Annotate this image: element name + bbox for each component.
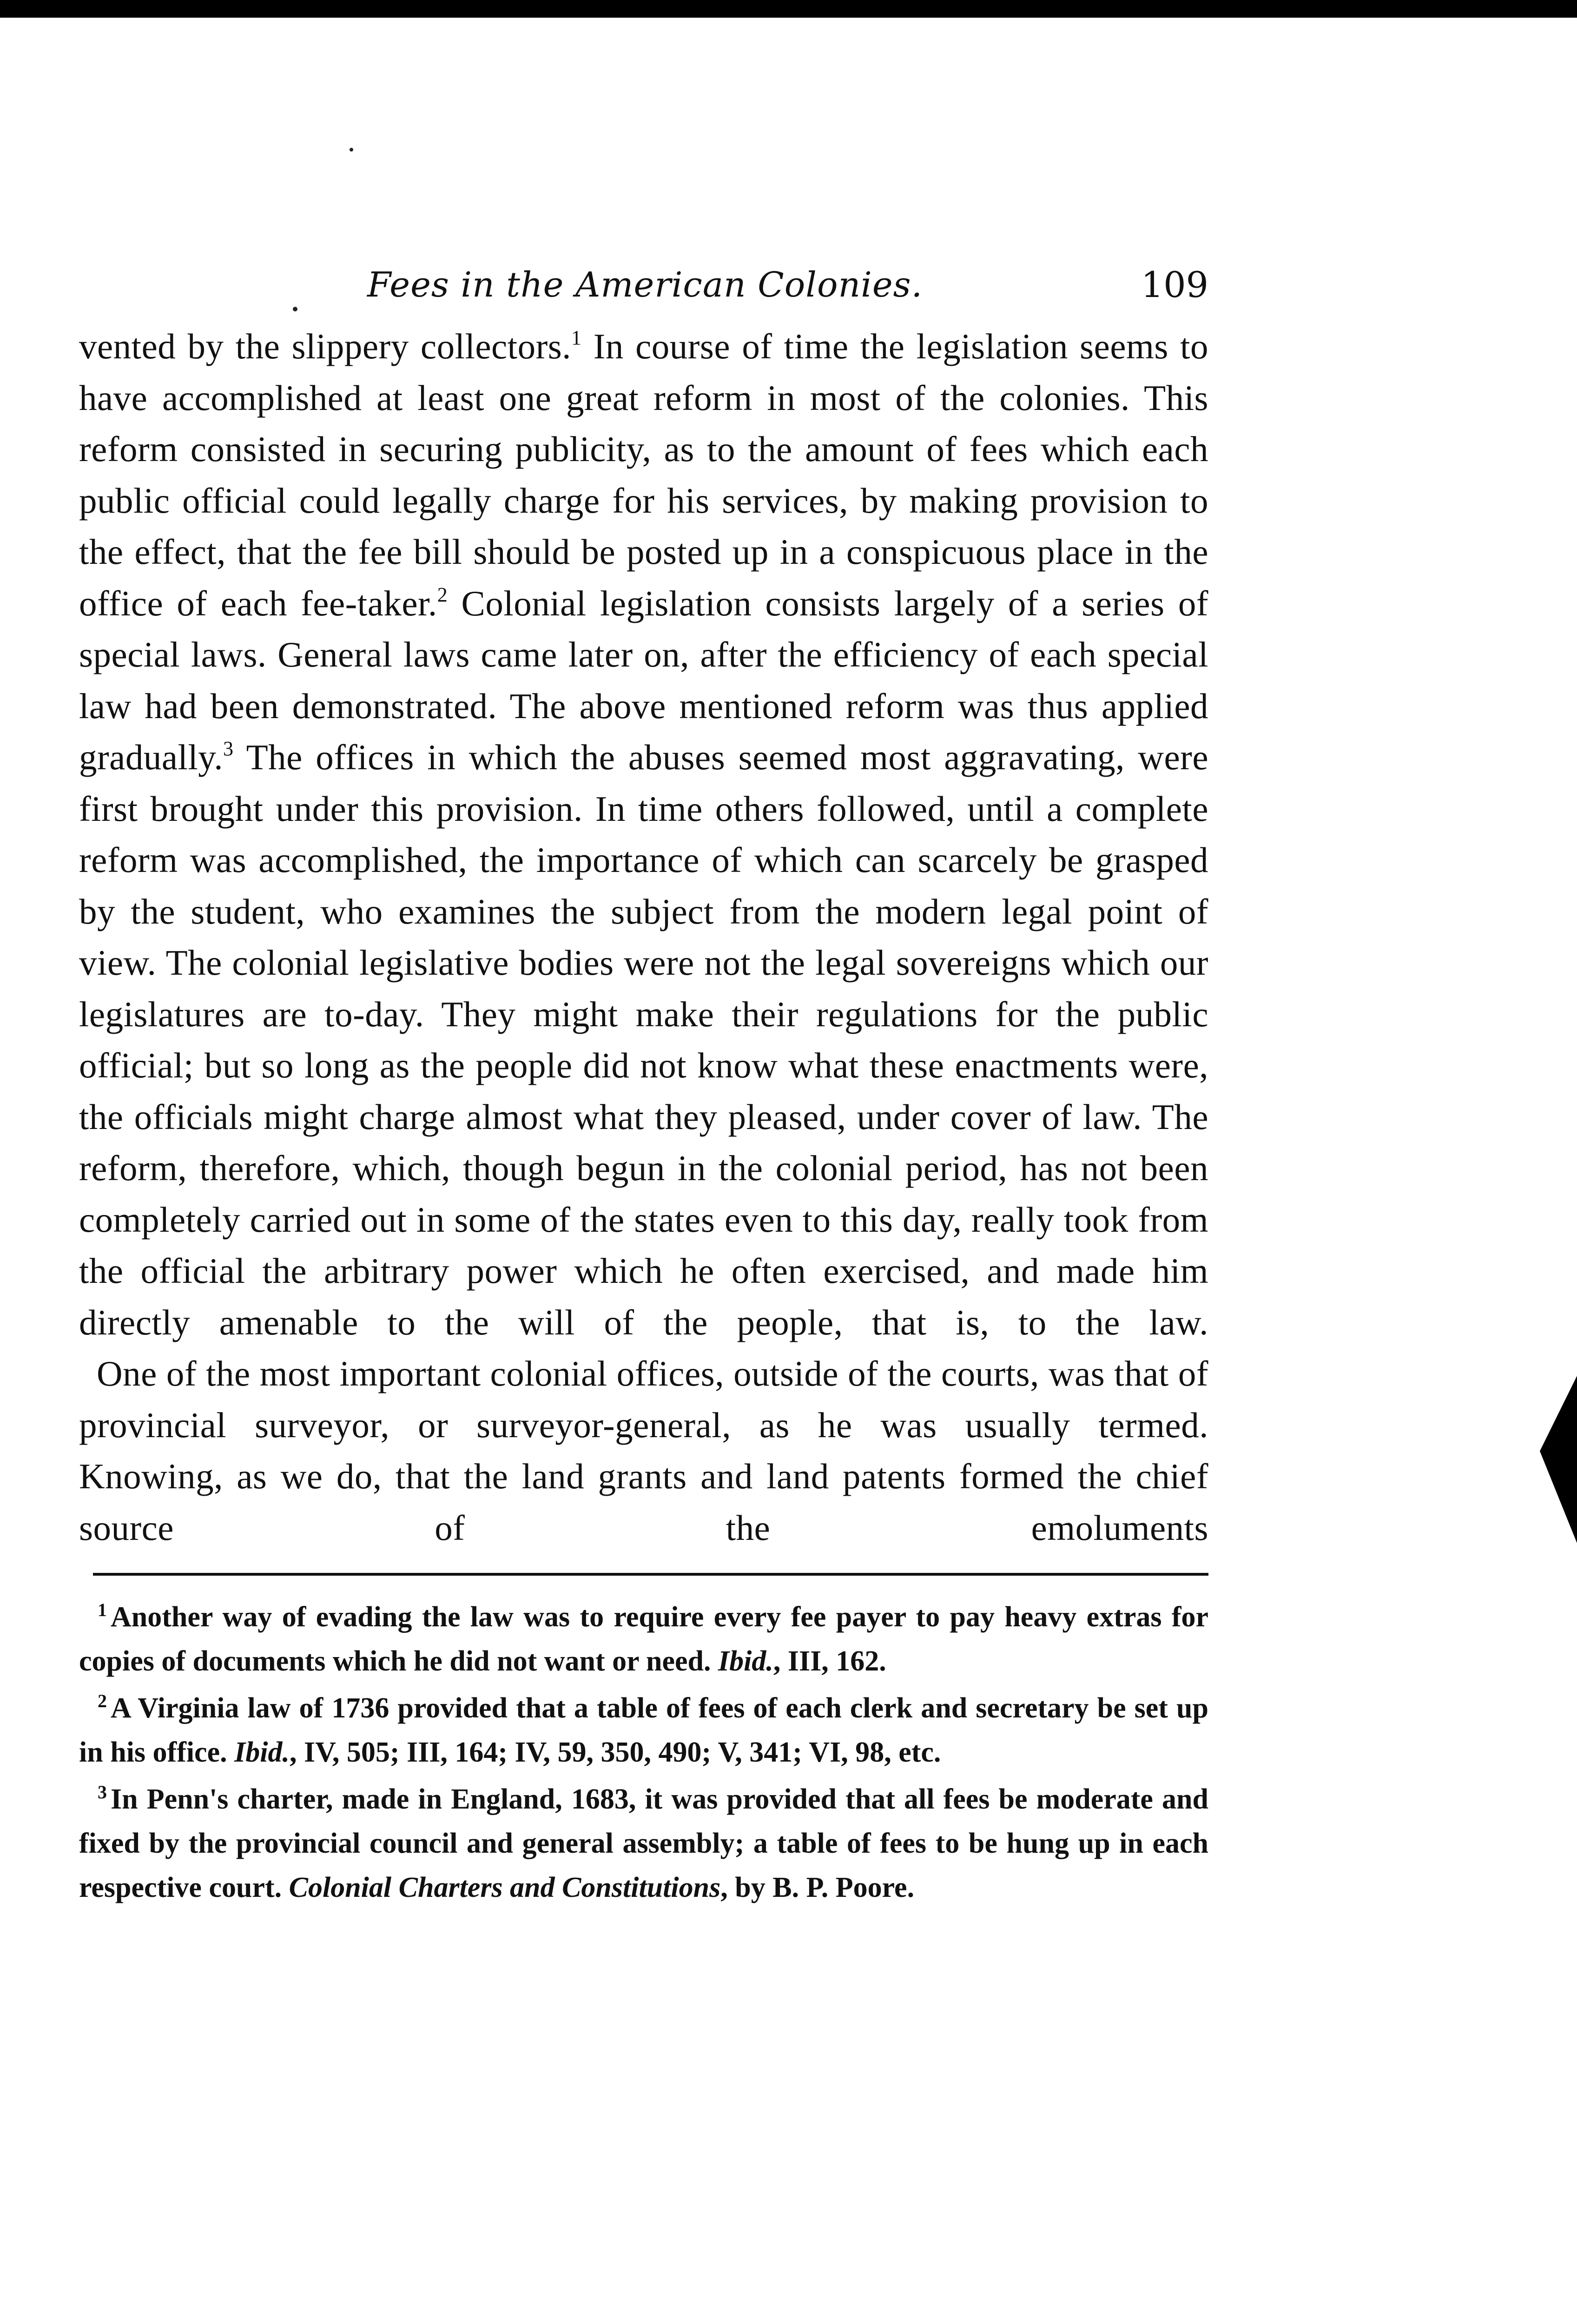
text-run: vented by the slippery collectors. <box>79 326 571 366</box>
footnote-book-title: Colonial Charters and Constitutions <box>289 1872 721 1903</box>
footnote-text: In Penn's charter, made in England, 1683, it was provided that all fees be moderate and fixed by the provincial council and general assembly; a table of fees to be hung up in each respective court. <box>79 1783 1208 1903</box>
footnote-mark: 2 <box>98 1690 107 1711</box>
body-text <box>79 321 1208 1553</box>
footnote-citation: , by B. P. Poore. <box>720 1872 915 1903</box>
text-run: One of the most important colonial offices, outside of the courts, was that of provincial surveyor, or surveyor-general, as he was usually termed. Knowing, as we do, that the land grants and land patents formed the chief source of the emoluments <box>79 1353 1208 1548</box>
page <box>79 251 1208 1913</box>
footnote-1 <box>79 1595 1208 1684</box>
running-title: Fees in the American Colonies. <box>367 265 923 305</box>
page-number: 109 <box>1141 264 1208 305</box>
text-run: Colonial legislation consists largely of a series of special laws. General laws came later on, after the efficiency of each special law had been demonstrated. The above mentioned reform was thus applied gradually. <box>79 583 1208 777</box>
footnote-ref-2: 2 <box>437 583 448 606</box>
footnote-2 <box>79 1686 1208 1775</box>
footnote-mark: 3 <box>98 1782 107 1802</box>
text-run: In course of time the legislation seems to have accomplished at least one great reform in most of the colonies. This reform consisted in securing publicity, as to the amount of fees which each public official could legally charge for his services, by making provision to the effect, that the fee bill should be posted up in a conspicuous place in the office of each fee-taker. <box>79 326 1208 623</box>
footnote-citation: , IV, 505; III, 164; IV, 59, 350, 490; V, 341; VI, 98, etc. <box>289 1736 941 1768</box>
footnote-citation: , III, 162. <box>773 1645 886 1677</box>
paragraph-1 <box>79 321 1208 1348</box>
footnote-text: Another way of evading the law was to require every fee payer to pay heavy extras for copies of documents which he did not want or need. <box>79 1601 1208 1677</box>
footnote-text: A Virginia law of 1736 provided that a table of fees of each clerk and secretary be set up in his office. <box>79 1692 1208 1768</box>
footnote-ref-1: 1 <box>571 326 582 349</box>
text-run: The offices in which the abuses seemed most aggravating, were first brought under this provision. In time others followed, until a complete reform was accomplished, the importance of which can scarcely be grasped by the student, who examines the subject from the modern legal point of view. The colonial legislative bodies were not the legal sovereigns which our legislatures are to-day. They might make their regulations for the public official; but so long as the people did not know what these enactments were, the officials might charge almost what they pleased, under cover of law. The reform, therefore, which, though begun in the colonial period, has not been completely carried out in some of the states even to this day, really took from the official the arbitrary power which he often exercised, and made him directly amenable to the will of the people, that is, to the law. <box>79 737 1208 1342</box>
footnote-mark: 1 <box>98 1599 107 1620</box>
footnotes <box>79 1595 1208 1910</box>
footnote-divider <box>93 1573 1208 1576</box>
page-header <box>79 251 1208 311</box>
scan-speck <box>350 148 353 152</box>
footnote-3 <box>79 1777 1208 1910</box>
footnote-ibid: Ibid. <box>718 1645 773 1677</box>
footnote-ibid: Ibid. <box>234 1736 290 1768</box>
footnote-ref-3: 3 <box>223 737 234 760</box>
paragraph-2 <box>79 1348 1208 1553</box>
scan-top-edge <box>0 0 1577 18</box>
page-edge-mark <box>1540 1376 1577 1543</box>
